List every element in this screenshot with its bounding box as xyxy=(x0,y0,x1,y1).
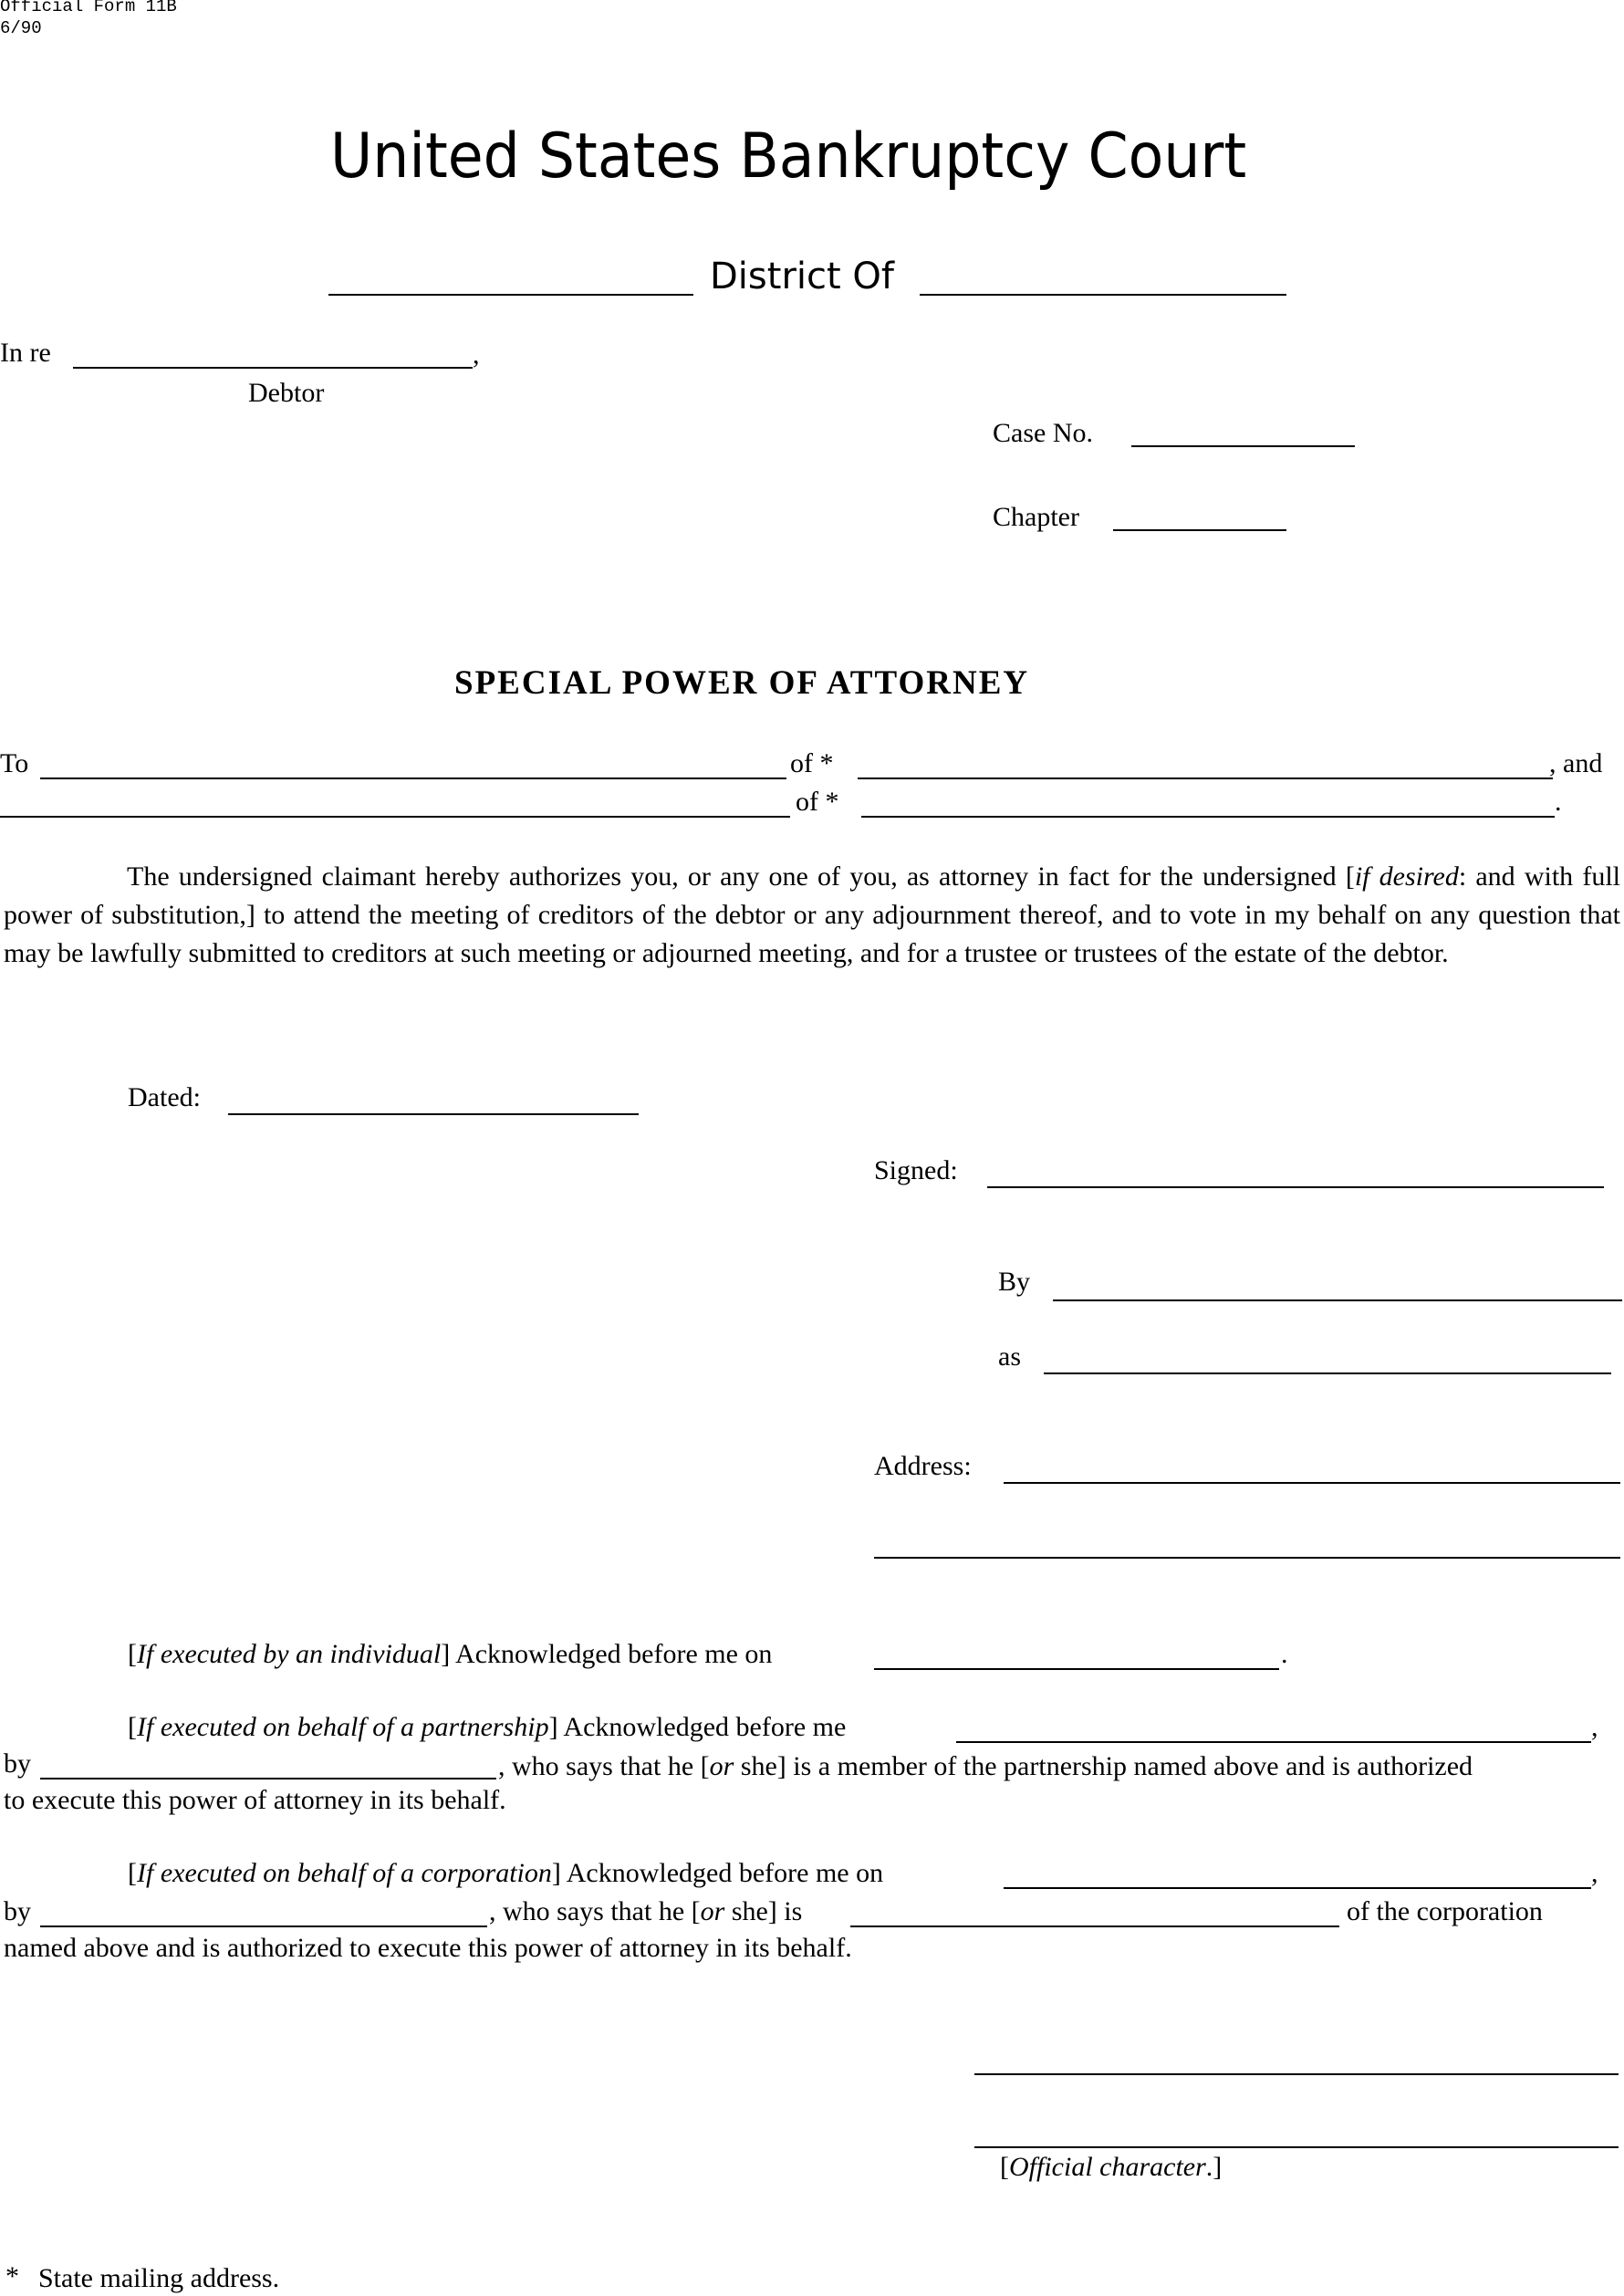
to-label: To xyxy=(0,748,29,778)
ack-individual-italic: If executed by an individual xyxy=(137,1639,442,1669)
ack-partnership-text-3-continued: to execute this power of attorney in its behalf. xyxy=(4,1785,506,1815)
ack-individual xyxy=(128,1639,772,1670)
ack-corporation-by-label: by xyxy=(4,1896,31,1926)
signed-label: Signed: xyxy=(874,1155,958,1185)
form-revision: 6/90 xyxy=(0,18,42,38)
address-blank-1[interactable] xyxy=(1004,1482,1620,1484)
of-label-2: of * xyxy=(796,787,839,817)
ack-partnership-text-1: ] Acknowledged before me xyxy=(548,1712,847,1742)
official-character-blank[interactable] xyxy=(974,2146,1619,2148)
ack-partnership-text-2: , who says that he [ xyxy=(498,1751,710,1781)
as-label: as xyxy=(998,1341,1021,1372)
signed-blank[interactable] xyxy=(987,1186,1604,1188)
authorization-text-2: : and with full power of substitution,] to attend the meeting of creditors of the debtor or any adjournment thereof, and to vote in my behalf on any question that may be lawfully submitted to creditors at such meeting or adjourned meeting, and for a trustee or trustees of the estate of the debtor. xyxy=(4,861,1620,968)
ack-corporation-date-blank[interactable] xyxy=(1004,1887,1591,1889)
of-label-1: of * xyxy=(790,748,834,778)
ack-partnership-line-2 xyxy=(498,1748,1617,1785)
attorney-1-name-blank[interactable] xyxy=(40,778,786,779)
case-no-blank[interactable] xyxy=(1131,445,1355,447)
debtor-name-blank[interactable] xyxy=(73,367,473,369)
case-no-label: Case No. xyxy=(993,418,1093,448)
dated-label: Dated: xyxy=(128,1082,201,1112)
ack-partnership-or: or xyxy=(709,1751,734,1781)
ack-partnership-date-blank[interactable] xyxy=(956,1741,1591,1743)
ack-corporation-or: or xyxy=(700,1896,725,1926)
ack-corporation-text-4: of the corporation xyxy=(1347,1896,1543,1926)
ack-corporation-italic: If executed on behalf of a corporation xyxy=(137,1858,552,1888)
authorization-text-1: The undersigned claimant hereby authorizes you, or any one of you, as attorney in fact for the undersigned [ xyxy=(127,861,1355,892)
period: . xyxy=(1555,787,1562,817)
ack-corporation-title-blank[interactable] xyxy=(850,1926,1339,1927)
ack-individual-bracket: [ xyxy=(128,1639,137,1669)
ack-corporation-text-2: , who says that he [ xyxy=(489,1896,701,1926)
ack-corporation-comma: , xyxy=(1591,1858,1598,1888)
chapter-label: Chapter xyxy=(993,502,1079,532)
ack-individual-text: ] Acknowledged before me on xyxy=(441,1639,773,1669)
as-blank[interactable] xyxy=(1044,1372,1611,1374)
ack-corporation-text-1: ] Acknowledged before me on xyxy=(551,1858,884,1888)
ack-individual-date-blank[interactable] xyxy=(874,1668,1279,1670)
ack-corporation-officer-blank[interactable] xyxy=(40,1926,487,1927)
footnote-text: State mailing address. xyxy=(38,2263,280,2293)
debtor-label: Debtor xyxy=(248,378,325,408)
address-blank-2[interactable] xyxy=(874,1557,1620,1559)
ack-corporation xyxy=(128,1858,883,1889)
official-signature-blank[interactable] xyxy=(974,2073,1619,2075)
district-label: District Of xyxy=(710,256,894,297)
ack-corporation-text-3: she] is xyxy=(724,1896,803,1926)
chapter-blank[interactable] xyxy=(1113,529,1286,531)
district-blank-left[interactable] xyxy=(328,294,693,296)
ack-partnership-text-3: she] is a member of the partnership named above and is authorized xyxy=(734,1751,1473,1781)
authorization-paragraph xyxy=(4,858,1620,973)
in-re-comma: , xyxy=(473,339,480,370)
in-re-label: In re xyxy=(0,338,51,368)
attorney-2-name-blank[interactable] xyxy=(0,816,790,818)
ack-partnership-bracket: [ xyxy=(128,1712,137,1742)
attorney-2-address-blank[interactable] xyxy=(861,816,1555,818)
ack-corporation-bracket: [ xyxy=(128,1858,137,1888)
authorization-italic: if desired xyxy=(1354,861,1459,892)
ack-individual-end: . xyxy=(1281,1639,1288,1669)
district-blank-right[interactable] xyxy=(920,294,1286,296)
address-label: Address: xyxy=(874,1451,972,1481)
ack-partnership-by-label: by xyxy=(4,1748,31,1779)
document-title: SPECIAL POWER OF ATTORNEY xyxy=(454,664,1030,702)
and-label: , and xyxy=(1549,748,1603,778)
ack-partnership-member-blank[interactable] xyxy=(40,1778,496,1779)
ack-corporation-text-5: named above and is authorized to execute this power of attorney in its behalf. xyxy=(4,1933,852,1963)
ack-partnership-comma: , xyxy=(1591,1712,1598,1742)
attorney-1-address-blank[interactable] xyxy=(858,778,1553,779)
by-label: By xyxy=(998,1267,1031,1297)
ack-corporation-line-2 xyxy=(489,1896,802,1927)
official-character-close: .] xyxy=(1205,2152,1223,2182)
official-character-open: [ xyxy=(1000,2152,1009,2182)
ack-partnership-italic: If executed on behalf of a partnership xyxy=(137,1712,549,1742)
ack-partnership xyxy=(128,1712,846,1743)
footnote-marker: * xyxy=(5,2261,19,2291)
official-character-italic: Official character xyxy=(1009,2152,1206,2182)
by-blank[interactable] xyxy=(1053,1299,1622,1301)
court-title: United States Bankruptcy Court xyxy=(330,120,1247,193)
form-id: Official Form 11B xyxy=(0,0,177,16)
dated-blank[interactable] xyxy=(228,1113,639,1115)
official-character-label xyxy=(1000,2152,1222,2183)
